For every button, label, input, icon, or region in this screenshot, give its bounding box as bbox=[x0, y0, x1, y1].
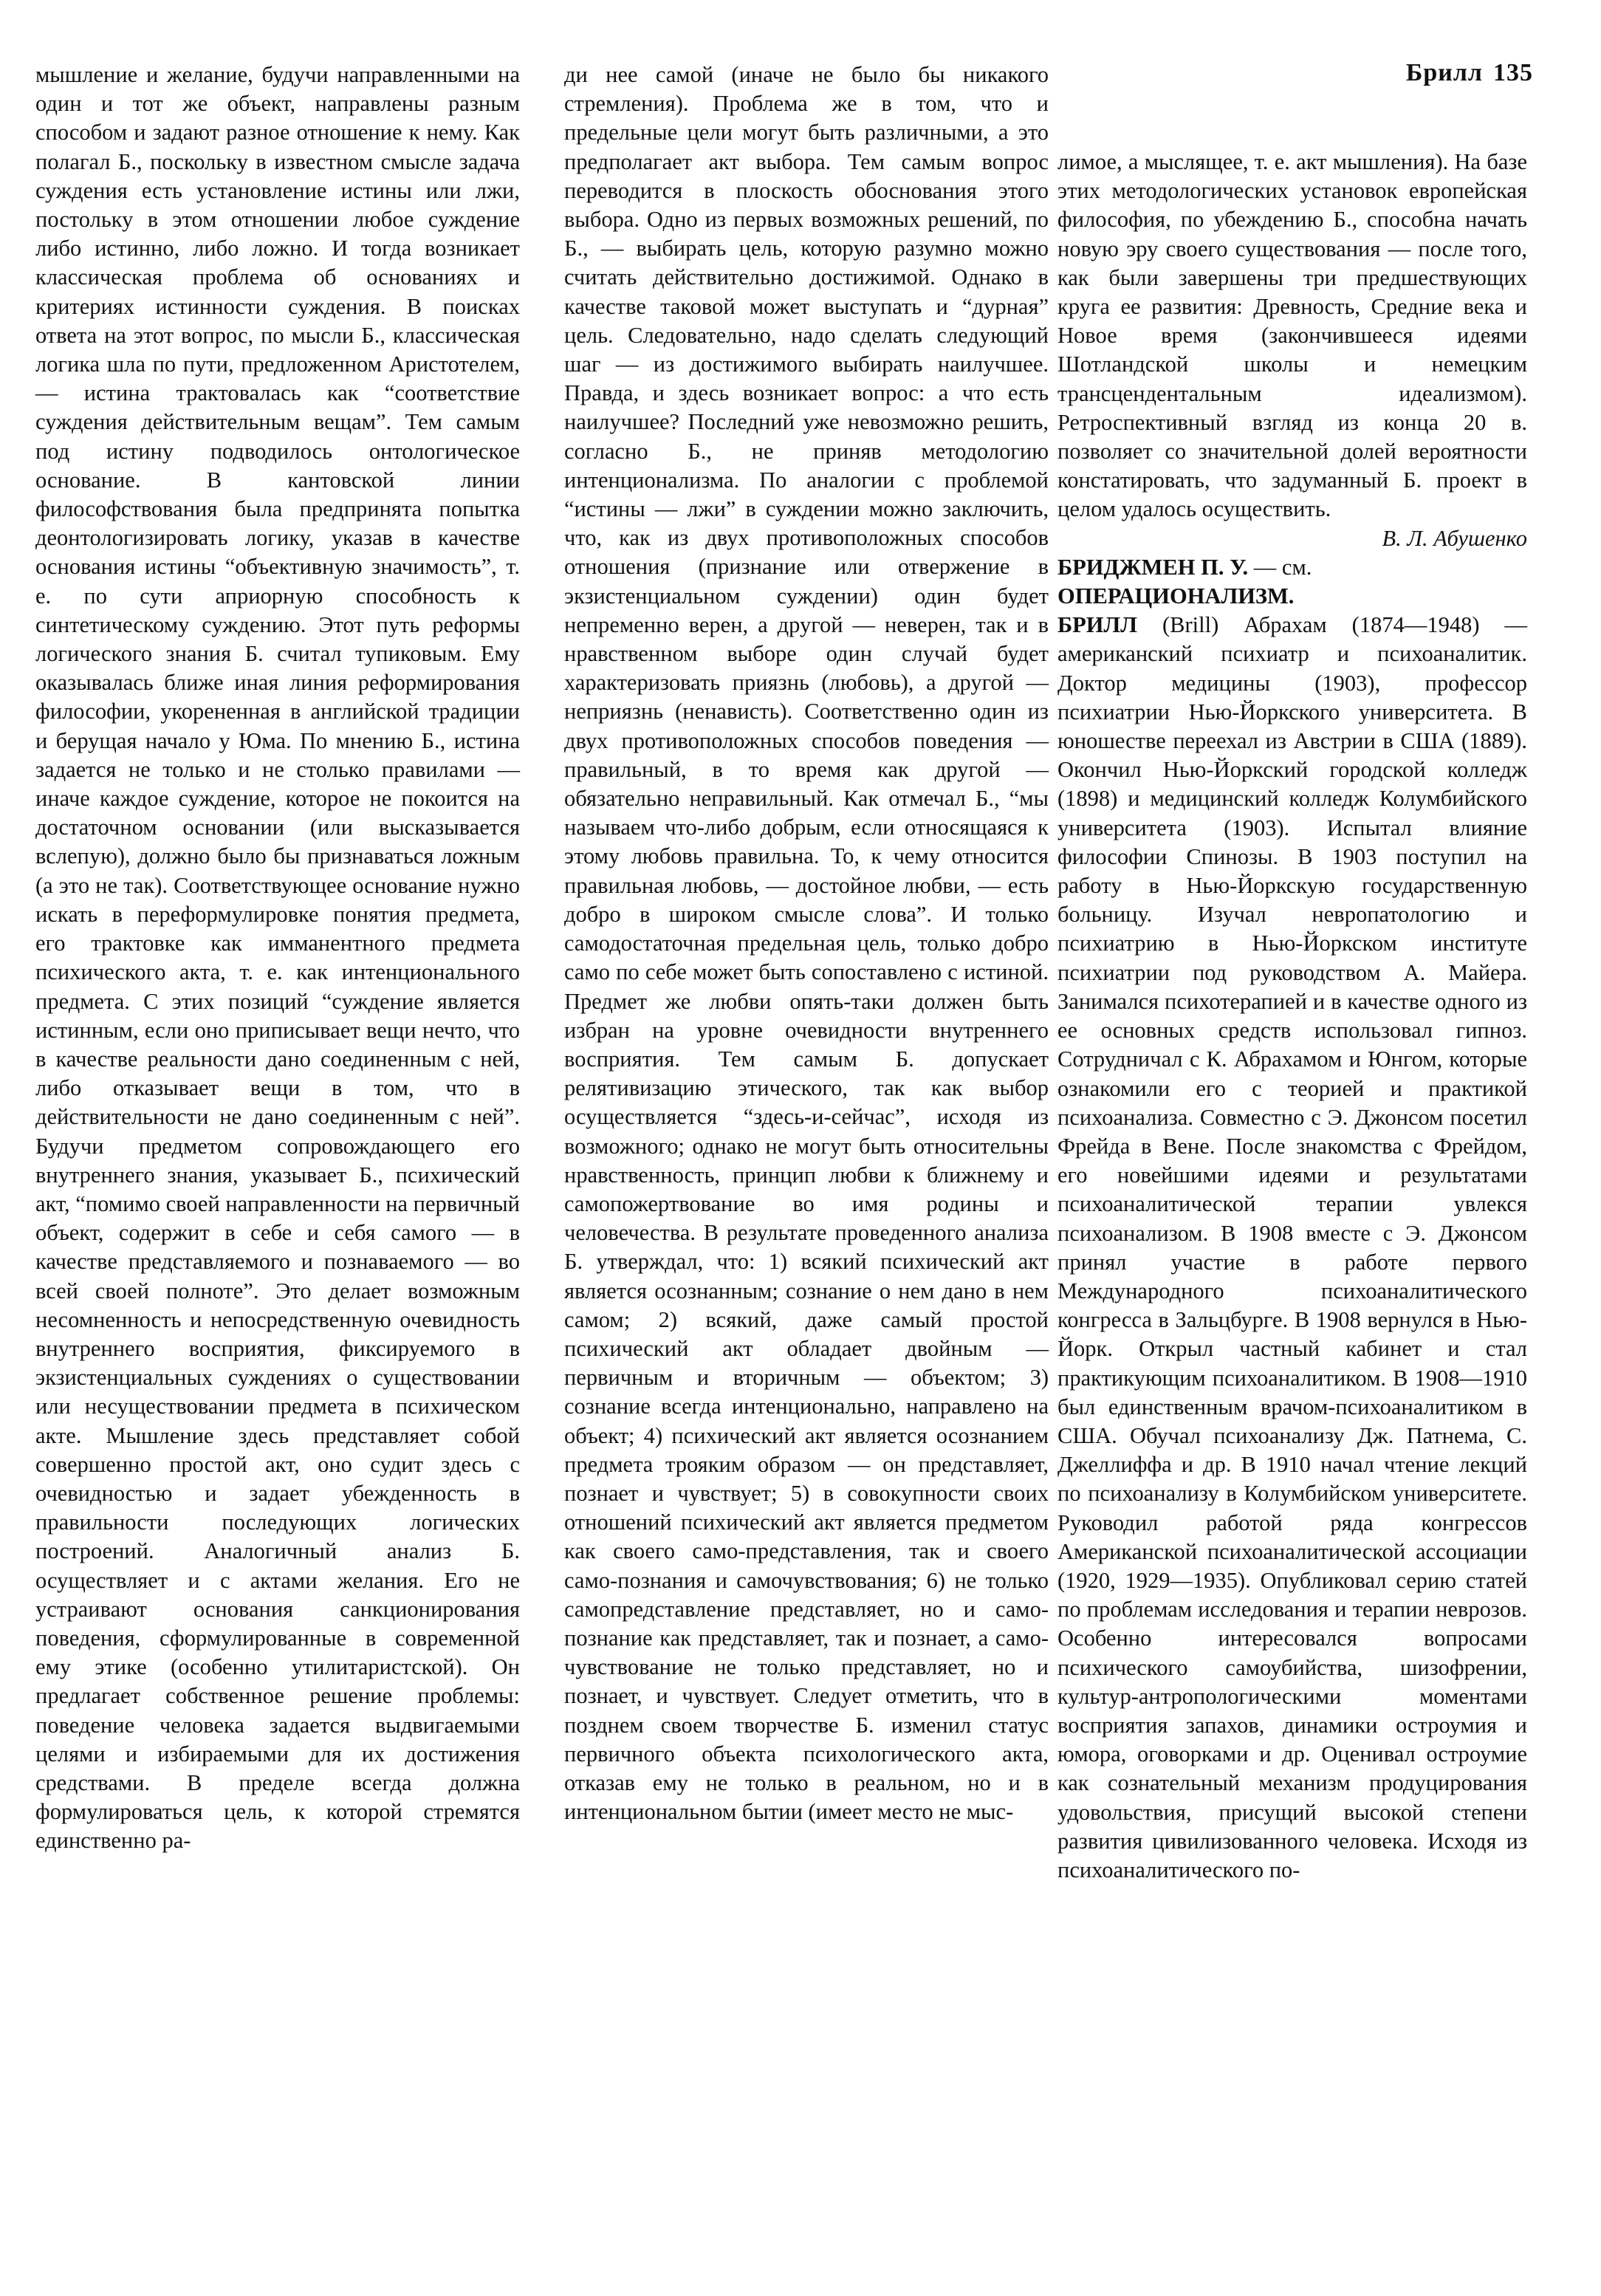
article-author: В. Л. Абушенко bbox=[1382, 525, 1527, 551]
cross-reference-entry bbox=[1057, 553, 1527, 611]
column-3-continuation: лимое, а мыслящее, т. е. акт мышления). На базе этих методологических установок европейская философия, по убеждению Б., способна начать новую эру своего существования — после того, как были завершены три предшествующих круга ее развития: Древность, Средние века и Новое время (закончившееся идеями Шотландской школы и немецким трансцендентальным идеализмом). Ретроспективный взгляд из конца 20 в. позволяет со значительной долей вероятности констатировать, что задуманный Б. проект в целом удалось осуществить. bbox=[1057, 149, 1527, 522]
entry-body: (Brill) Абрахам (1874—1948) — американский психиатр и психоаналитик. Доктор медицины (1903), профессор психиатрии Нью-Йоркского университета. В юношестве переехал из Австрии в США (1889). Окончил Нью-Йоркский городской колледж (1898) и медицинский колледж Колумбийского университета (1903). Испытал влияние философии Спинозы. В 1903 поступил на работу в Нью-Йоркскую государственную больницу. Изучал невропатологию и психиатрию в Нью-Йоркском институте психиатрии под руководством А. Майера. Занимался психотерапией и в качестве одного из ее основных средств использовал гипноз. Сотрудничал с К. Абрахамом и Юнгом, которые ознакомили его с теорией и практикой психоанализа. Совместно с Э. Джонсом посетил Фрейда в Вене. После знакомства с Фрейдом, его новейшими идеями и результатами психоаналитической терапии увлекся психоанализом. В 1908 вместе с Э. Джонсом принял участие в работе первого Международного психоаналитического конгресса в Зальцбурге. В 1908 вернулся в Нью-Йорк. Открыл частный кабинет и стал практикующим психоаналитиком. В 1908—1910 был единственным врачом-психоаналитиком в США. Обучал психоанализу Дж. Патнема, С. Джеллиффа и др. В 1910 начал чтение лекций по психоанализу в Колумбийском университете. Руководил работой ряда конгрессов Американской психоаналитической ассоциации (1920, 1929—1935). Опубликовал серию статей по проблемам исследования и терапии неврозов. Особенно интересовался вопросами психического самоубийства, шизофрении, культур-антропологическими моментами восприятия запахов, динамики остроумия и юмора, оговорками и др. Оценивал остроумие как сознательный механизм продуцирования удовольствия, присущий высокой степени развития цивилизованного человека. Исходя из психоаналитического по- bbox=[1057, 612, 1527, 1882]
entry-brill bbox=[1057, 611, 1527, 1885]
page-number: 135 bbox=[1493, 59, 1533, 86]
entry-headword: БРИЛЛ bbox=[1057, 612, 1137, 638]
text-column-3 bbox=[1057, 148, 1527, 1885]
column-2-text: ди нее самой (иначе не было бы никакого стремления). Проблема же в том, что и предельные цели могут быть различными, а это предполагает акт выбора. Тем самым вопрос переводится в плоскость обоснования этого выбора. Одно из первых возможных решений, по Б., — выбирать цель, которую разумно можно считать действительно достижимой. Однако в качестве таковой может выступать и “дурная” цель. Следовательно, надо сделать следующий шаг — из достижимого выбирать наилучшее. Правда, и здесь возникает вопрос: а что есть наилучшее? Последний уже невозможно решить, согласно Б., не приняв методологию интенционализма. По аналогии с проблемой “истины — лжи” в суждении можно заключить, что, как из двух противоположных способов отношения (признание или отвержение в экзистенциальном суждении) один будет непременно верен, а другой — неверен, так и в нравственном выборе один случай будет характеризовать приязнь (любовь), а другой — неприязнь (ненависть). Соответственно один из двух противоположных способов поведения — правильный, в то время как другой — обязательно неправильный. Как отмечал Б., “мы называем что-либо добрым, если относящаяся к этому любовь правильна. То, к чему относится правильная любовь, — достойное любви, — есть добро в широком смысле слова”. И только самодостаточная предельная цель, только добро само по себе может быть сопоставлено с истиной. Предмет же любви опять-таки должен быть избран на уровне очевидности внутреннего восприятия. Тем самым Б. допускает релятивизацию этического, так как выбор осуществляется “здесь-и-сейчас”, исходя из возможного; однако не могут быть относительны нравственность, принцип любви к ближнему и самопожертвование во имя родины и человечества. В результате проведенного анализа Б. утверждал, что: 1) всякий психический акт является осознанным; сознание о нем дано в нем самом; 2) всякий, даже самый простой психический акт обладает двойным — первичным и вторичным — объектом; 3) сознание всегда интенционально, направлено на объект; 4) психический акт является осознанием предмета трояким образом — он представляет, познает и чувствует; 5) в совокупности своих отношений психический акт является предметом как своего само-представления, так и своего само-познания и самочувствования; 6) не только самопредставление представляет, но и само-познание как представляет, так и познает, а само-чувствование не только представляет, но и познает, и чувствует. Следует отметить, что в позднем своем творчестве Б. изменил статус первичного объекта психологического акта, отказав ему не только в реальном, но и в интенциональном бытии (имеет место не мыс- bbox=[564, 62, 1049, 1825]
text-column-2 bbox=[564, 61, 1049, 1826]
column-1-text: мышление и желание, будучи направленными на один и тот же объект, направлены разным способом и задают разное отношение к нему. Как полагал Б., поскольку в известном смысле задача суждения есть установление истины или лжи, постольку в этом отношении любое суждение либо истинно, либо ложно. И тогда возникает классическая проблема об основаниях и критериях истинности суждения. В поисках ответа на этот вопрос, по мысли Б., классическая логика шла по пути, предложенном Аристотелем, — истина трактовалась как “соответствие суждения действительным вещам”. Тем самым под истину подводилось онтологическое основание. В кантовской линии философствования была предпринята попытка деонтологизировать логику, указав в качестве основания истины “объективную значимость”, т. е. по сути априорную способность к синтетическому суждению. Этот путь реформы логического знания Б. считал тупиковым. Ему оказывалась ближе иная линия реформирования философии, укорененная в английской традиции и берущая начало у Юма. По мнению Б., истина задается не только и не столько правилами — иначе каждое суждение, которое не покоится на достаточном основании (или высказывается вслепую), должно было бы признаваться ложным (а это не так). Соответствующее основание нужно искать в переформулировке понятия предмета, его трактовке как имманентного предмета психического акта, т. е. как интенционального предмета. С этих позиций “суждение является истинным, если оно приписывает вещи нечто, что в качестве реальности дано соединенным с ней, либо отказывает вещи в том, что в действительности не дано соединенным с ней”. Будучи предметом сопровождающего его внутреннего знания, указывает Б., психический акт, “помимо своей направленности на первичный объект, содержит в себе и себя самого — в качестве представляемого и познаваемого — во всей своей полноте”. Это делает возможным несомненность и непосредственную очевидность внутреннего восприятия, фиксируемого в экзистенциальных суждениях о существовании или несуществовании предмета в психическом акте. Мышление здесь представляет собой совершенно простой акт, оно судит здесь с очевидностью и задает убежденность в правильности последующих логических построений. Аналогичный анализ Б. осуществляет и с актами желания. Его не устраивают основания санкционирования поведения, сформулированные в современной ему этике (особенно утилитаристской). Он предлагает собственное решение проблемы: поведение человека задается выдвигаемыми целями и избираемыми для их достижения средствами. В пределе всегда должна формулироваться цель, к которой стремятся единственно ра- bbox=[35, 62, 520, 1854]
xref-headword: БРИДЖМЕН П. У. bbox=[1057, 554, 1249, 580]
running-head bbox=[1406, 59, 1533, 87]
running-head-title: Брилл bbox=[1405, 59, 1483, 86]
text-column-1 bbox=[35, 61, 520, 1856]
xref-target[interactable]: ОПЕРАЦИОНАЛИЗМ. bbox=[1057, 583, 1295, 609]
xref-see: — см. bbox=[1253, 554, 1312, 580]
